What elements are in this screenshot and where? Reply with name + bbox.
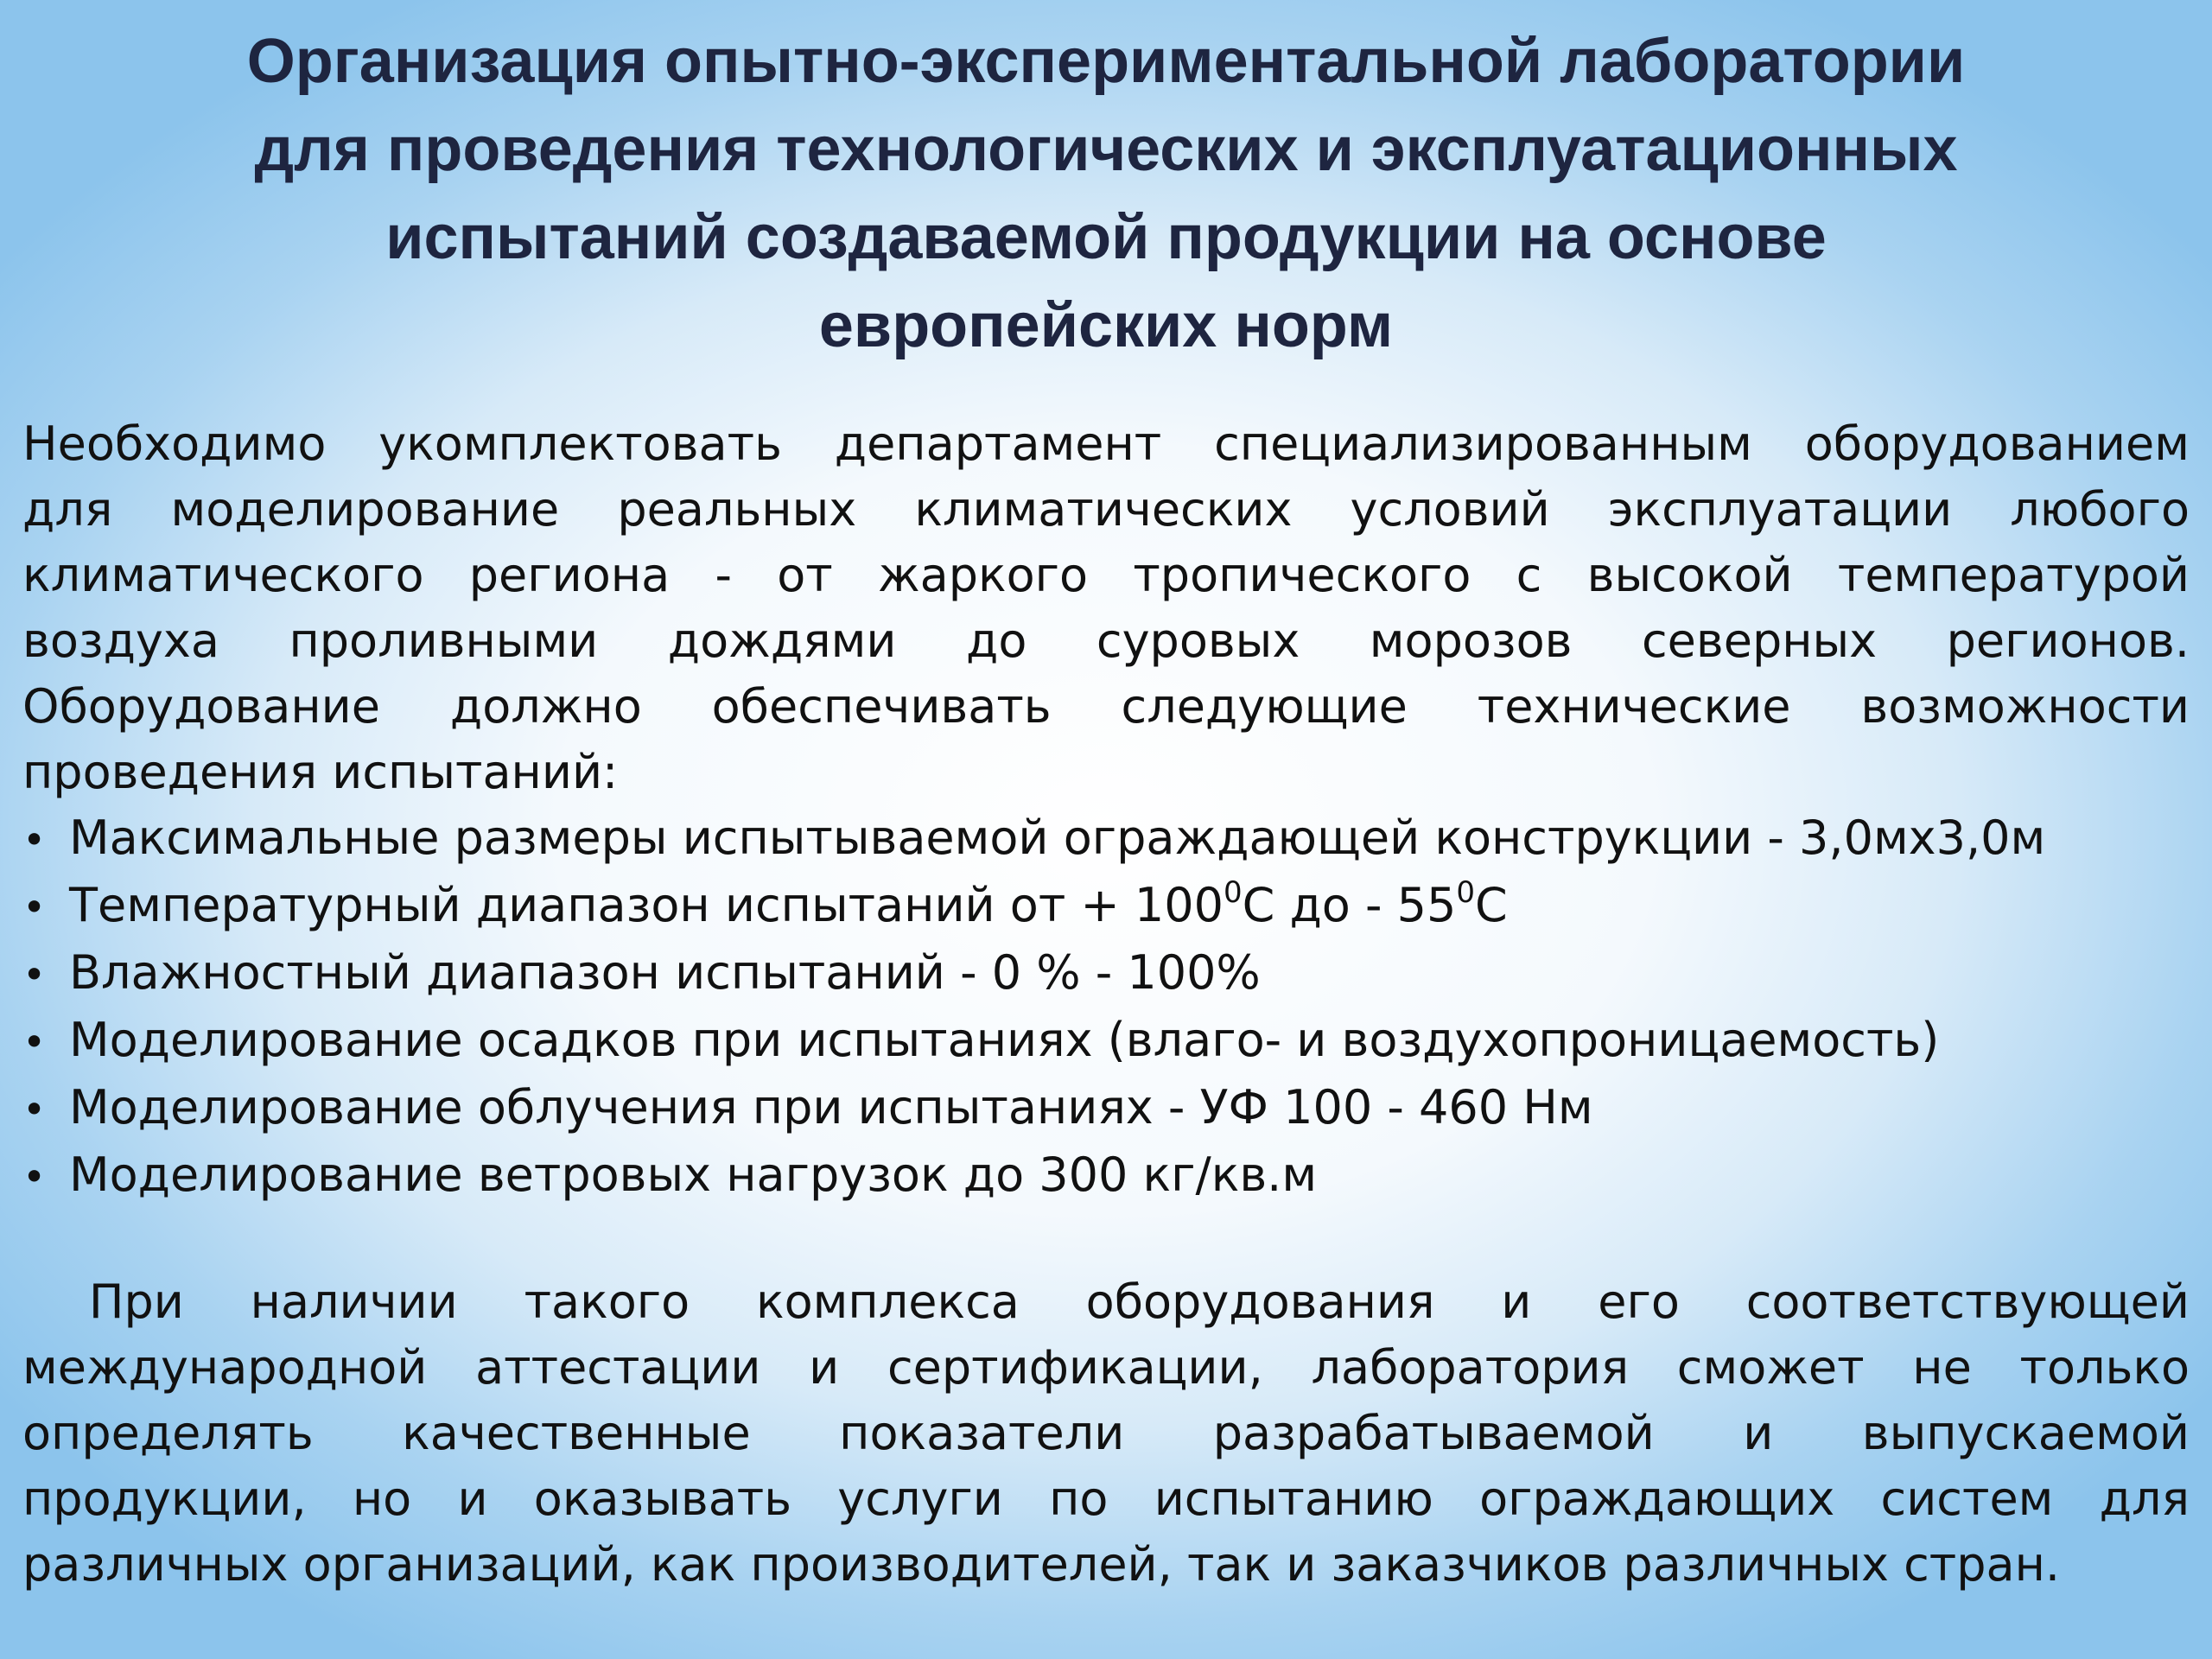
temp-text-before: Температурный диапазон испытаний от + 100 [69, 878, 1224, 932]
list-item-text: Влажностный диапазон испытаний - 0 % - 100% [69, 945, 1261, 1000]
list-item-text [69, 873, 1508, 938]
list-item [22, 873, 2190, 940]
outro-line: При наличии такого комплекса оборудования и его соответствующей [22, 1274, 2190, 1329]
slide-title [52, 17, 2160, 370]
degree-sup: 0 [1456, 875, 1476, 910]
capabilities-list [22, 805, 2190, 1210]
bullet-icon: • [22, 1086, 47, 1133]
list-item [22, 940, 2190, 1007]
outro-line: продукции, но и оказывать услуги по испытанию ограждающих систем для [22, 1471, 2190, 1526]
title-line: для проведения технологических и эксплуатационных [254, 115, 1958, 184]
list-item-text: Моделирование облучения при испытаниях - УФ 100 - 460 Нм [69, 1080, 1593, 1135]
temp-text-mid: С до - 55 [1242, 878, 1457, 932]
list-item-text: Максимальные размеры испытываемой ограждающей конструкции - 3,0мх3,0м [69, 810, 2046, 865]
intro-line: проведения испытаний: [22, 745, 619, 799]
outro-line: различных организаций, как производителей, так и заказчиков различных стран. [22, 1537, 2061, 1592]
title-line: европейских норм [818, 291, 1394, 360]
bullet-icon: • [22, 951, 47, 998]
intro-line: воздуха проливными дождями до суровых морозов северных регионов. [22, 613, 2190, 668]
bullet-icon: • [22, 1019, 47, 1065]
list-item [22, 1142, 2190, 1210]
list-item-text: Моделирование ветровых нагрузок до 300 кг/кв.м [69, 1147, 1318, 1202]
intro-line: Оборудование должно обеспечивать следующие технические возможности [22, 679, 2190, 734]
bullet-icon: • [22, 1154, 47, 1200]
intro-line: для моделирование реальных климатических условий эксплуатации любого [22, 482, 2190, 537]
bullet-icon: • [22, 884, 47, 931]
list-item [22, 805, 2190, 873]
temp-text-after: С [1475, 878, 1508, 932]
intro-line: климатического региона - от жаркого тропического с высокой температурой [22, 548, 2190, 602]
degree-sup: 0 [1223, 875, 1243, 910]
intro-line: Необходимо укомплектовать департамент специализированным оборудованием [22, 416, 2190, 471]
bullet-icon: • [22, 817, 47, 863]
list-item-text: Моделирование осадков при испытаниях (влаго- и воздухопроницаемость) [69, 1013, 1940, 1067]
list-item [22, 1075, 2190, 1142]
outro-line: определять качественные показатели разрабатываемой и выпускаемой [22, 1406, 2190, 1460]
title-line: испытаний создаваемой продукции на основе [385, 203, 1827, 272]
outro-paragraph [22, 1269, 2190, 1598]
title-line: Организация опытно-экспериментальной лаборатории [246, 27, 1966, 96]
list-item [22, 1007, 2190, 1075]
intro-paragraph [22, 411, 2190, 805]
outro-line: международной аттестации и сертификации, лаборатория сможет не только [22, 1340, 2190, 1395]
